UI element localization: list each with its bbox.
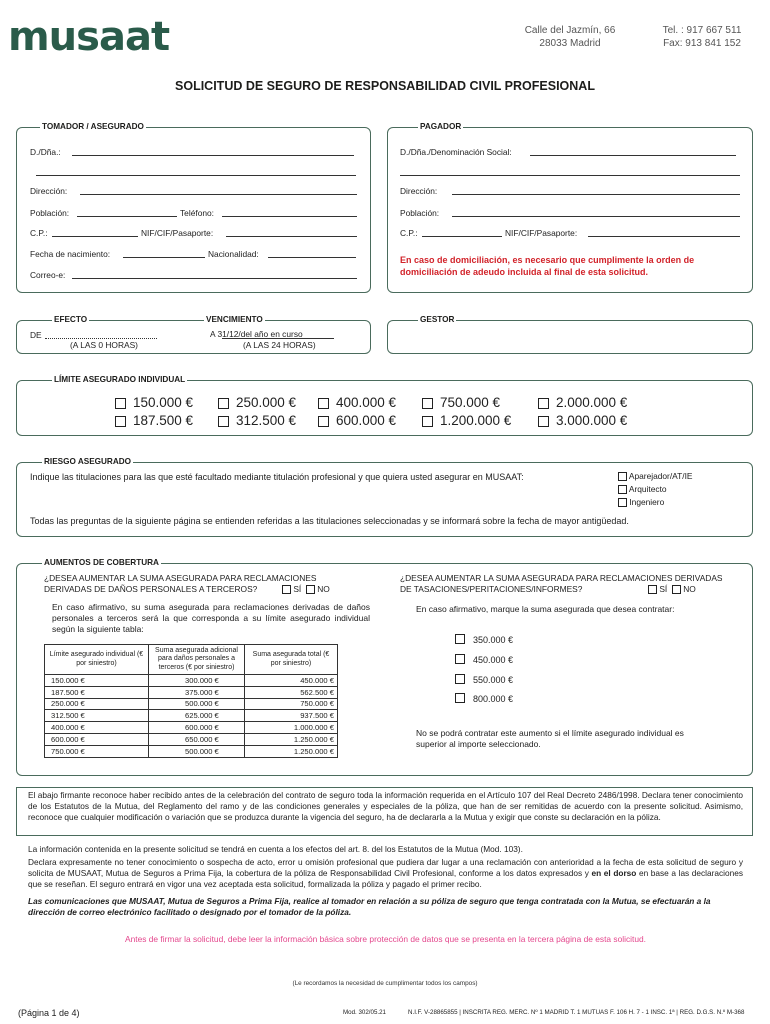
tomador-phone-field[interactable]: [222, 216, 357, 217]
fax-line: Fax: 913 841 152: [663, 38, 741, 49]
right-note: No se podrá contratar este aumento si el límite asegurado individual es superior al importe seleccionado.: [416, 728, 684, 749]
limite-option-label-5: 400.000 €: [336, 395, 397, 410]
left-no-checkbox[interactable]: [306, 585, 315, 594]
left-explanation: En caso afirmativo, su suma asegurada para reclamaciones derivadas de daños personales a terceros será la que corresponda a su límite asegurado individual según la siguiente tabla:: [52, 602, 370, 634]
info-text-2: [28, 857, 743, 889]
pagador-name-label: D./Dña./Denominación Social:: [400, 147, 512, 157]
tomador-nif-field[interactable]: [226, 236, 357, 237]
aumento-checkbox-1[interactable]: [455, 634, 465, 644]
efecto-date-field[interactable]: [45, 338, 157, 339]
table-row: [45, 722, 338, 734]
left-yes-no: [282, 584, 330, 594]
option-aparejador[interactable]: [618, 471, 693, 484]
tomador-nationality-label: Nacionalidad:: [208, 249, 259, 259]
communications-text: Las comunicaciones que MUSAAT, Mutua de Seguros a Prima Fija, realice al tomador en relación a su póliza de seguro que tenga contratada con la Mutua, se efectuarán a la dirección de correo electrónico facilitado o designado por el tomador de la póliza.: [28, 896, 711, 917]
option-ingeniero-label: Ingeniero: [629, 497, 665, 507]
table-cell: 1.250.000 €: [245, 733, 338, 745]
info-text-2-bold: en el dorso: [591, 867, 637, 878]
aumento-checkbox-3[interactable]: [455, 674, 465, 684]
limite-option-label-9: 2.000.000 €: [556, 395, 628, 410]
info-text-2c: en base a las declaraciones que se reseñan. El seguro entrará en vigor una vez aceptada esta solicitud, formalizada la póliza y pagado el primer recibo.: [28, 867, 744, 889]
riesgo-options: [618, 471, 693, 510]
table-cell: 400.000 €: [45, 722, 149, 734]
model-number: Mod. 302/05.21: [343, 1009, 387, 1016]
right-no-checkbox[interactable]: [672, 585, 681, 594]
limite-checkbox-8[interactable]: [422, 416, 433, 427]
tomador-nationality-field[interactable]: [268, 257, 356, 258]
tomador-birth-field[interactable]: [123, 257, 205, 258]
phone-line: Tel. : 917 667 511: [662, 25, 742, 36]
efecto-legend: EFECTO: [54, 315, 88, 324]
limite-checkbox-1[interactable]: [115, 398, 126, 409]
vencimiento-hours: (A LAS 24 HORAS): [243, 340, 316, 350]
table-cell: 250.000 €: [45, 698, 149, 710]
tomador-email-field[interactable]: [72, 278, 357, 279]
pagador-cp-label: C.P.:: [400, 228, 418, 238]
table-cell: 450.000 €: [245, 675, 338, 687]
right-question-line-1: ¿DESEA AUMENTAR LA SUMA ASEGURADA PARA RECLAMACIONES DERIVADAS: [400, 573, 723, 583]
table-cell: 625.000 €: [149, 710, 245, 722]
pagador-nif-field[interactable]: [588, 236, 740, 237]
limite-option-label-10: 3.000.000 €: [556, 413, 628, 428]
table-cell: 600.000 €: [45, 733, 149, 745]
limite-option-label-1: 150.000 €: [133, 395, 194, 410]
option-arquitecto-label: Arquitecto: [628, 484, 667, 494]
right-question-line-2: DE TASACIONES/PERITACIONES/INFORMES?: [400, 584, 583, 594]
tomador-address-label: Dirección:: [30, 186, 68, 196]
tomador-legend: TOMADOR / ASEGURADO: [42, 122, 144, 131]
phone-block: [652, 24, 752, 50]
table-cell: 300.000 €: [149, 675, 245, 687]
aumentos-legend: AUMENTOS DE COBERTURA: [44, 558, 159, 567]
address-line-2: 28033 Madrid: [539, 38, 601, 49]
pagador-address-field[interactable]: [452, 194, 740, 195]
aumento-option-label-3: 550.000 €: [473, 675, 514, 685]
pagador-domiciliacion-note: En caso de domiciliación, es necesario que cumplimente la orden de domiciliación de adeudo incluida al final de esta solicitud.: [400, 255, 695, 277]
table-row: [45, 745, 338, 757]
table-body: [45, 675, 338, 758]
table-header-total: Suma asegurada total (€ por siniestro): [245, 645, 338, 675]
tomador-city-field[interactable]: [77, 216, 177, 217]
tomador-nif-label: NIF/CIF/Pasaporte:: [141, 228, 214, 238]
declaration-text: El abajo firmante reconoce haber recibido antes de la celebración del contrato de seguro toda la información requerida en el Artículo 107 del Real Decreto 2486/1998. Declara tener conocimiento de los Estatutos de la Mutua, del Reglamento del ramo y de las condiciones generales y especiales de la póliza, que han de ser remitidas de acuerdo con la presente solicitud. Asimismo, reconoce que cualquier modificación o variación que se produzca durante la vigencia del seguro, ha de declararla a la Mutua y exigir que conste su declaración en la póliza.: [28, 790, 743, 822]
left-question-line-1: ¿DESEA AUMENTAR LA SUMA ASEGURADA PARA RECLAMACIONES: [44, 573, 317, 583]
right-yes-no: [648, 584, 696, 594]
pagador-cp-field[interactable]: [422, 236, 502, 237]
limite-legend: LÍMITE ASEGURADO INDIVIDUAL: [54, 375, 186, 384]
limite-option-label-7: 750.000 €: [440, 395, 501, 410]
limite-checkbox-10[interactable]: [538, 416, 549, 427]
limite-checkbox-5[interactable]: [318, 398, 329, 409]
left-no-label: NO: [317, 584, 330, 594]
tomador-birth-label: Fecha de nacimiento:: [30, 249, 111, 259]
table-row: [45, 733, 338, 745]
limite-checkbox-7[interactable]: [422, 398, 433, 409]
page-title: SOLICITUD DE SEGURO DE RESPONSABILIDAD CIVIL PROFESIONAL: [175, 79, 595, 93]
table-cell: 150.000 €: [45, 675, 149, 687]
reminder-text: (Le recordamos la necesidad de cumplimentar todos los campos): [292, 980, 478, 987]
left-question-line-2: DERIVADAS DE DAÑOS PERSONALES A TERCEROS?: [44, 584, 258, 594]
right-yes-checkbox[interactable]: [648, 585, 657, 594]
tomador-cp-label: C.P.:: [30, 228, 48, 238]
limite-checkbox-2[interactable]: [115, 416, 126, 427]
pagador-address-label: Dirección:: [400, 186, 438, 196]
info-text-2a: Declara expresamente no tener conocimiento o sospecha de acto, error u omisión profesional que pudiera dar lugar a una reclamación con anterioridad a la fecha de esta solicitud de seguro y solicita de MUSAAT, Mutua de Seguros a Prima Fija, la cobertura de la póliza de Responsabilidad Civil Profesional, conforme a los datos expresados y: [28, 857, 743, 878]
tomador-cp-field[interactable]: [52, 236, 138, 237]
left-yes-checkbox[interactable]: [282, 585, 291, 594]
checkbox-aparejador[interactable]: [618, 472, 627, 481]
option-ingeniero[interactable]: [618, 497, 693, 510]
limite-checkbox-3[interactable]: [218, 398, 229, 409]
table-cell: 500.000 €: [149, 698, 245, 710]
aumento-checkbox-4[interactable]: [455, 693, 465, 703]
pagador-legend: PAGADOR: [420, 122, 462, 131]
checkbox-arquitecto[interactable]: [618, 485, 627, 494]
checkbox-ingeniero[interactable]: [618, 498, 627, 507]
limite-checkbox-9[interactable]: [538, 398, 549, 409]
aumentos-table: [44, 644, 338, 758]
riesgo-question: Indique las titulaciones para las que esté facultado mediante titulación profesional y que quiera usted asegurar en MUSAAT:: [30, 472, 524, 482]
vencimiento-text: A 31/12/del año en curso: [210, 329, 303, 339]
right-yes-label: SÍ: [659, 584, 668, 594]
table-row: [45, 675, 338, 687]
vencimiento-underline: [222, 338, 334, 339]
option-arquitecto[interactable]: [618, 484, 693, 497]
privacy-notice: Antes de firmar la solicitud, debe leer la información básica sobre protección de datos que se presenta en la tercera página de esta solicitud.: [125, 934, 646, 944]
tomador-address-field[interactable]: [80, 194, 357, 195]
table-cell: 562.500 €: [245, 686, 338, 698]
aumento-checkbox-2[interactable]: [455, 654, 465, 664]
right-explanation: En caso afirmativo, marque la suma asegurada que desea contratar:: [416, 604, 675, 614]
limite-option-label-3: 250.000 €: [236, 395, 297, 410]
limite-option-label-6: 600.000 €: [336, 413, 397, 428]
table-cell: 750.000 €: [45, 745, 149, 757]
aumento-option-label-1: 350.000 €: [473, 635, 514, 645]
page-number: (Página 1 de 4): [18, 1008, 80, 1018]
musaat-logo: musaat: [8, 14, 170, 60]
gestor-legend: GESTOR: [420, 315, 455, 324]
aumento-option-label-2: 450.000 €: [473, 655, 514, 665]
vencimiento-legend: VENCIMIENTO: [206, 315, 263, 324]
tomador-email-label: Correo-e:: [30, 270, 66, 280]
option-aparejador-label: Aparejador/AT/IE: [628, 471, 693, 481]
tomador-name-field[interactable]: [72, 155, 354, 156]
efecto-de-label: DE: [30, 330, 42, 340]
table-header-limite: Límite asegurado individual (€ por siniestro): [45, 645, 149, 675]
right-no-label: NO: [683, 584, 696, 594]
pagador-name-field-2[interactable]: [400, 175, 740, 176]
riesgo-note: Todas las preguntas de la siguiente página se entienden referidas a las titulaciones seleccionadas y se informará sobre la fecha de mayor antigüedad.: [30, 516, 629, 526]
table-cell: 375.000 €: [149, 686, 245, 698]
tomador-name-field-2[interactable]: [36, 175, 356, 176]
limite-checkbox-6[interactable]: [318, 416, 329, 427]
left-yes-label: SÍ: [293, 584, 302, 594]
table-row: [45, 698, 338, 710]
limite-option-label-8: 1.200.000 €: [440, 413, 512, 428]
legal-footer: N.I.F. V-28865855 | INSCRITA REG. MERC. Nº 1 MADRID T. 1 MUTUAS F. 106 H. 7 - 1 INSC. 1ª | REG. D.G.S. N.º M-368: [408, 1009, 745, 1016]
riesgo-legend: RIESGO ASEGURADO: [44, 457, 132, 466]
pagador-nif-label: NIF/CIF/Pasaporte:: [505, 228, 578, 238]
left-question: [44, 573, 316, 595]
table-row: [45, 710, 338, 722]
table-row: [45, 686, 338, 698]
tomador-city-label: Población:: [30, 208, 70, 218]
table-cell: 650.000 €: [149, 733, 245, 745]
limite-option-label-4: 312.500 €: [236, 413, 297, 428]
aumento-option-label-4: 800.000 €: [473, 694, 514, 704]
table-cell: 1.250.000 €: [245, 745, 338, 757]
address-line-1: Calle del Jazmín, 66: [524, 25, 616, 36]
pagador-city-label: Población:: [400, 208, 440, 218]
limite-option-label-2: 187.500 €: [133, 413, 194, 428]
table-cell: 1.000.000 €: [245, 722, 338, 734]
limite-checkbox-4[interactable]: [218, 416, 229, 427]
tomador-phone-label: Teléfono:: [180, 208, 214, 218]
pagador-name-field[interactable]: [530, 155, 736, 156]
tomador-name-label: D./Dña.:: [30, 147, 61, 157]
pagador-city-field[interactable]: [452, 216, 740, 217]
table-cell: 500.000 €: [149, 745, 245, 757]
table-cell: 750.000 €: [245, 698, 338, 710]
table-cell: 937.500 €: [245, 710, 338, 722]
table-cell: 312.500 €: [45, 710, 149, 722]
table-cell: 600.000 €: [149, 722, 245, 734]
gestor-box[interactable]: [387, 320, 753, 354]
address-block: [515, 24, 625, 50]
efecto-hours: (A LAS 0 HORAS): [70, 340, 138, 350]
table-header-adicional: Suma asegurada adicional para daños personales a terceros (€ por siniestro): [149, 645, 245, 675]
info-text-1: La información contenida en la presente solicitud se tendrá en cuenta a los efectos del art. 8. del los Estatutos de la Mutua (Mod. 103).: [28, 844, 523, 854]
table-cell: 187.500 €: [45, 686, 149, 698]
